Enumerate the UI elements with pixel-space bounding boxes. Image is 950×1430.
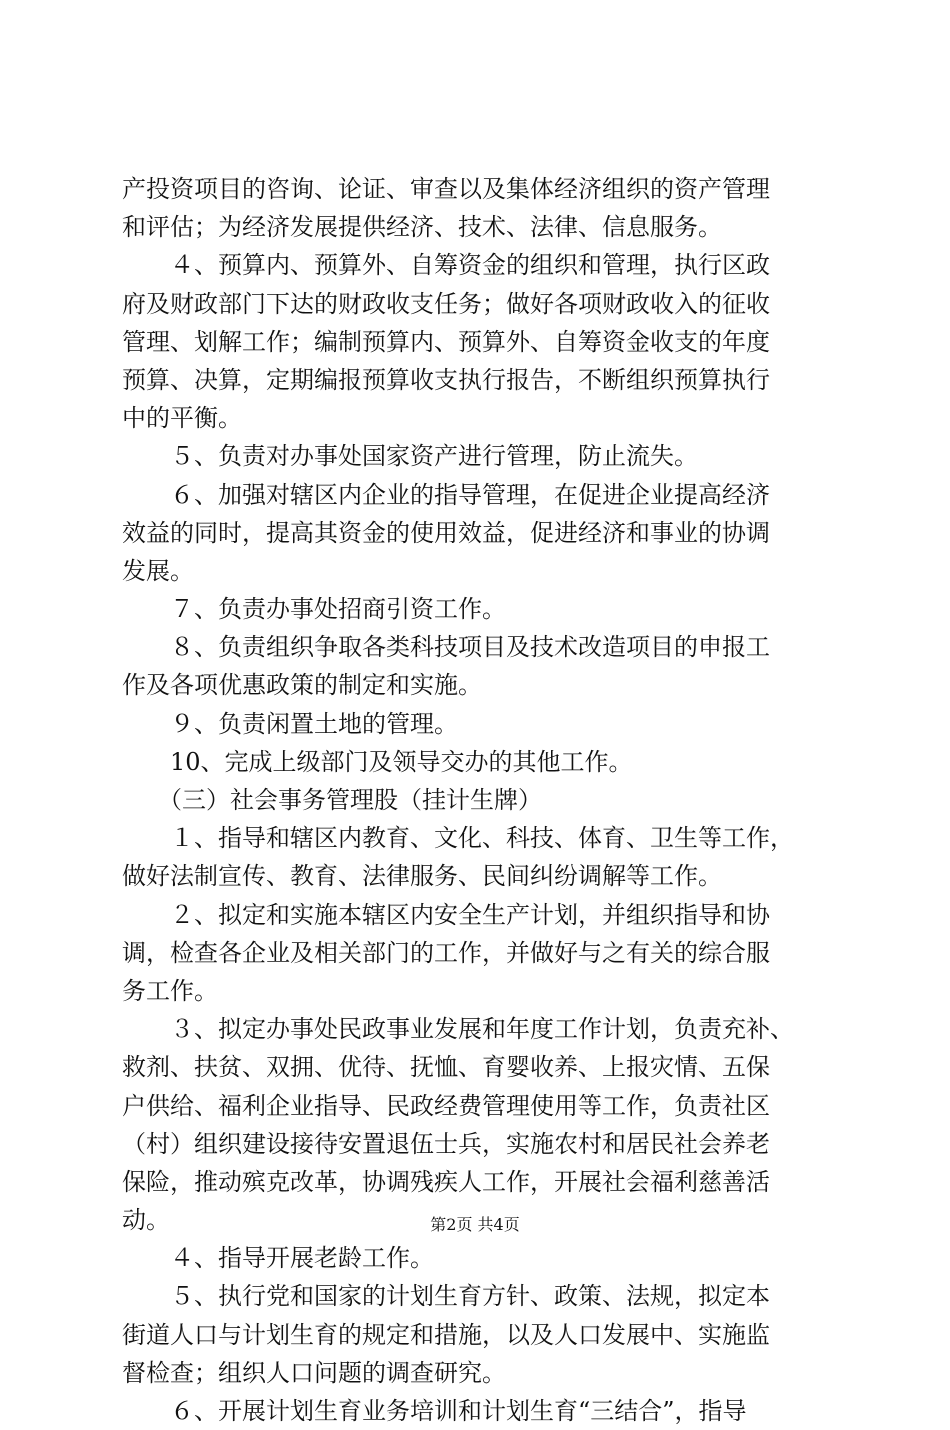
text-line: ５、负责对办事处国家资产进行管理，防止流失。 (122, 442, 698, 471)
text-line: ８、负责组织争取各类科技项目及技术改造项目的申报工 (122, 633, 770, 662)
text-line: ５、执行党和国家的计划生育方针、政策、法规，拟定本 (122, 1282, 770, 1311)
document-body (122, 170, 842, 1430)
text-line: 街道人口与计划生育的规定和措施，以及人口发展中、实施监 (122, 1320, 770, 1349)
text-line: ４、指导开展老龄工作。 (122, 1244, 434, 1273)
text-line: 10、完成上级部门及领导交办的其他工作。 (122, 747, 633, 776)
text-line: 效益的同时，提高其资金的使用效益，促进经济和事业的协调 (122, 518, 770, 547)
text-line: 督检查；组织人口问题的调查研究。 (122, 1358, 506, 1387)
text-line: ３、拟定办事处民政事业发展和年度工作计划，负责充补、 (122, 1015, 794, 1044)
text-line: ６、加强对辖区内企业的指导管理，在促进企业提高经济 (122, 480, 770, 509)
page-footer: 第2页 共4页 (430, 1215, 520, 1234)
text-line: ４、预算内、预算外、自筹资金的组织和管理，执行区政 (122, 251, 770, 280)
text-line: 管理、划解工作；编制预算内、预算外、自筹资金收支的年度 (122, 327, 770, 356)
text-line: 产投资项目的咨询、论证、审查以及集体经济组织的资产管理 (122, 175, 770, 203)
text-line: （村）组织建设接待安置退伍士兵，实施农村和居民社会养老 (122, 1129, 770, 1158)
text-line: 作及各项优惠政策的制定和实施。 (122, 671, 482, 700)
text-line: ２、拟定和实施本辖区内安全生产计划，并组织指导和协 (122, 900, 770, 929)
text-line: ６、开展计划生育业务培训和计划生育“三结合”，指导 (122, 1397, 747, 1425)
text-line: ７、负责办事处招商引资工作。 (122, 595, 506, 624)
text-line: 和评估；为经济发展提供经济、技术、法律、信息服务。 (122, 213, 722, 242)
text-line: ９、负责闲置土地的管理。 (122, 709, 458, 738)
text-line: 府及财政部门下达的财政收支任务；做好各项财政收入的征收 (122, 289, 770, 318)
text-line: 预算、决算，定期编报预算收支执行报告，不断组织预算执行 (122, 365, 770, 394)
text-line: 做好法制宣传、教育、法律服务、民间纠纷调解等工作。 (122, 862, 722, 891)
text-line: 务工作。 (122, 976, 218, 1005)
text-line: 保险，推动殡克改革，协调残疾人工作，开展社会福利慈善活 (122, 1167, 770, 1196)
text-line: 救剂、扶贫、双拥、优待、抚恤、育婴收养、上报灾情、五保 (122, 1053, 770, 1082)
text-line: 动。 (122, 1206, 170, 1235)
text-line: 户供给、福利企业指导、民政经费管理使用等工作，负责社区 (122, 1091, 770, 1120)
text-line: 调，检查各企业及相关部门的工作，并做好与之有关的综合服 (122, 938, 770, 967)
text-line: 中的平衡。 (122, 404, 242, 433)
text-line: １、指导和辖区内教育、文化、科技、体育、卫生等工作， (122, 824, 794, 853)
text-line: （三）社会事务管理股（挂计生牌） (122, 786, 542, 814)
text-line: 发展。 (122, 556, 194, 585)
